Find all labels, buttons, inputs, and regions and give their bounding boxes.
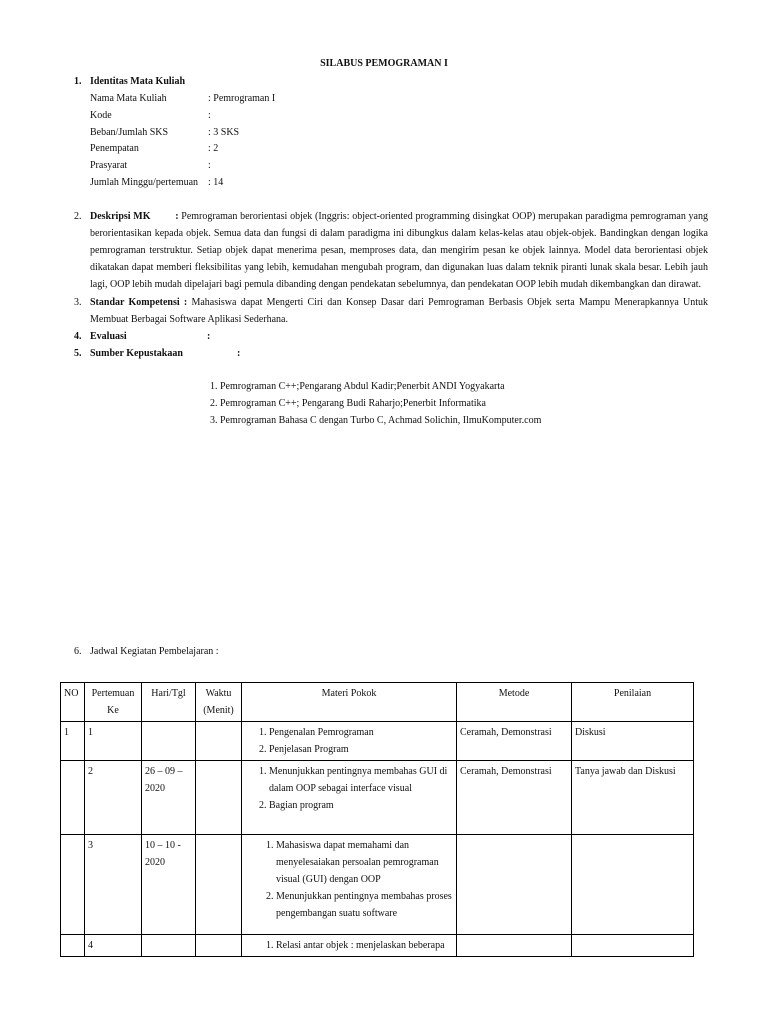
cell-pertemuan: 3 <box>85 835 142 935</box>
materi-item: 1. Relasi antar objek : menjelaskan beberapa <box>276 937 453 954</box>
section-4-colon: : <box>207 331 211 342</box>
col-header-no: NO <box>61 683 85 722</box>
materi-item: 2. Menunjukkan pentingnya membahas proses pengembangan suatu software <box>276 888 453 922</box>
section-3-paragraph <box>90 294 708 328</box>
identity-value: : <box>208 110 211 121</box>
cell-no <box>61 935 85 957</box>
materi-item: 2. Bagian program <box>269 797 453 814</box>
identity-value: : <box>208 160 211 171</box>
cell-pertemuan: 1 <box>85 722 142 761</box>
reference-item: 3. Pemrograman Bahasa C dengan Turbo C, Achmad Solichin, IlmuKomputer.com <box>210 415 542 426</box>
page-title: SILABUS PEMOGRAMAN I <box>320 58 448 69</box>
section-2-paragraph <box>90 208 708 293</box>
cell-hari <box>142 935 196 957</box>
cell-no: 1 <box>61 722 85 761</box>
cell-materi <box>242 935 457 957</box>
cell-hari <box>142 722 196 761</box>
identity-label: Jumlah Minggu/pertemuan <box>90 177 199 188</box>
cell-metode <box>457 835 572 935</box>
identity-label: Kode <box>90 110 112 121</box>
section-1-heading: Identitas Mata Kuliah <box>90 76 186 87</box>
cell-no <box>61 761 85 835</box>
schedule-table <box>60 682 694 957</box>
materi-item: 1. Mahasiswa dapat memahami dan menyelesaiakan persoalan pemrograman visual (GUI) dengan OOP <box>276 837 453 888</box>
cell-pertemuan: 4 <box>85 935 142 957</box>
section-5-colon: : <box>237 348 241 359</box>
section-3-text: Mahasiswa dapat Mengerti Ciri dan Konsep Dasar dari Pemrograman Berbasis Objek serta Mampu Menerapkannya Untuk Membuat Berbagai Software Aplikasi Sederhana. <box>90 297 709 325</box>
cell-waktu <box>196 935 242 957</box>
section-3-number: 3. <box>74 297 82 308</box>
section-6-number: 6. <box>74 646 82 657</box>
identity-value: : Pemrograman I <box>208 93 276 104</box>
section-4-number: 4. <box>74 331 82 342</box>
col-header-materi: Materi Pokok <box>242 683 457 722</box>
section-5-heading: Sumber Kepustakaan <box>90 348 183 359</box>
materi-item: 2. Penjelasan Program <box>269 741 453 758</box>
table-row <box>61 722 694 761</box>
cell-hari: 26 – 09 – 2020 <box>142 761 196 835</box>
cell-metode: Ceramah, Demonstrasi <box>457 761 572 835</box>
col-header-hari: Hari/Tgl <box>142 683 196 722</box>
cell-materi <box>242 835 457 935</box>
reference-item: 1. Pemrograman C++;Pengarang Abdul Kadir;Penerbit ANDI Yogyakarta <box>210 381 505 392</box>
section-2-heading: Deskripsi MK <box>90 211 151 222</box>
cell-no <box>61 835 85 935</box>
cell-waktu <box>196 835 242 935</box>
identity-label: Prasyarat <box>90 160 128 171</box>
section-2-colon: : <box>175 211 179 222</box>
materi-item: 1. Pengenalan Pemrograman <box>269 724 453 741</box>
reference-list <box>210 380 541 431</box>
section-3-heading: Standar Kompetensi : <box>90 297 188 308</box>
col-header-metode: Metode <box>457 683 572 722</box>
col-header-waktu: Waktu (Menit) <box>196 683 242 722</box>
section-2-text: Pemrograman berorientasi objek (Inggris: object-oriented programming disingkat OOP) merupakan paradigma pemrograman yang berorientasikan kepada objek. Semua data dan fungsi di dalam paradigma ini dibungkus dalam kelas-kelas atau objek-objek. Bandingkan dengan logika pemrograman terstruktur. Setiap objek dapat menerima pesan, memproses data, dan mengirim pesan ke objek lainnya. Model data berorientasi objek dikatakan dapat memberi fleksibilitas yang lebih, kemudahan mengubah program, dan digunakan luas dalam teknik piranti lunak skala besar. Lebih jauh lagi, OOP lebih mudah dipelajari bagi pemula dibanding dengan pendekatan sebelumnya, dan pendekatan OOP lebih mudah dikembangkan dan dirawat. <box>90 211 709 290</box>
cell-hari: 10 – 10 - 2020 <box>142 835 196 935</box>
table-row <box>61 761 694 835</box>
table-header-row <box>61 683 694 722</box>
cell-waktu <box>196 722 242 761</box>
cell-pertemuan: 2 <box>85 761 142 835</box>
cell-penilaian: Tanya jawab dan Diskusi <box>572 761 694 835</box>
cell-penilaian <box>572 835 694 935</box>
table-row <box>61 835 694 935</box>
section-1-number: 1. <box>74 76 82 87</box>
reference-item: 2. Pemrograman C++; Pengarang Budi Raharjo;Penerbit Informatika <box>210 398 486 409</box>
identity-label: Beban/Jumlah SKS <box>90 127 169 138</box>
identity-value: : 3 SKS <box>208 127 240 138</box>
cell-metode <box>457 935 572 957</box>
identity-value: : 2 <box>208 143 219 154</box>
cell-materi <box>242 722 457 761</box>
materi-item: 1. Menunjukkan pentingnya membahas GUI di dalam OOP sebagai interface visual <box>269 763 453 797</box>
cell-penilaian: Diskusi <box>572 722 694 761</box>
identity-label: Penempatan <box>90 143 139 154</box>
section-6-heading: Jadwal Kegiatan Pembelajaran : <box>90 646 219 657</box>
col-header-pertemuan: Pertemuan Ke <box>85 683 142 722</box>
cell-penilaian <box>572 935 694 957</box>
section-2-number: 2. <box>74 211 82 222</box>
cell-materi <box>242 761 457 835</box>
cell-waktu <box>196 761 242 835</box>
section-4-heading: Evaluasi <box>90 331 127 342</box>
col-header-penilaian: Penilaian <box>572 683 694 722</box>
section-5-number: 5. <box>74 348 82 359</box>
identity-label: Nama Mata Kuliah <box>90 93 167 104</box>
identity-value: : 14 <box>208 177 224 188</box>
cell-metode: Ceramah, Demonstrasi <box>457 722 572 761</box>
table-row <box>61 935 694 957</box>
